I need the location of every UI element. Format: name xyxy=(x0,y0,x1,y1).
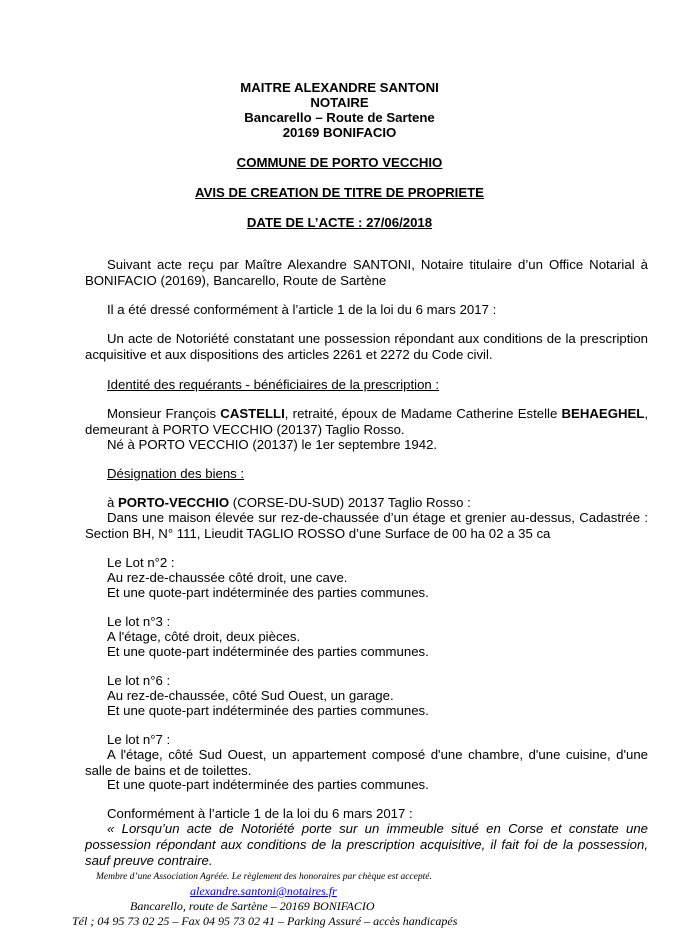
beneficiary-paragraph xyxy=(85,406,648,438)
lot-label: Le lot n°7 : xyxy=(107,732,171,747)
notary-title: NOTAIRE xyxy=(310,95,369,110)
footer-contact: Tél ; 04 95 73 02 25 – Fax 04 95 73 02 41 – Parking Assuré – accès handicapés xyxy=(72,914,458,928)
location-prefix: à xyxy=(107,495,118,510)
notary-city: 20169 BONIFACIO xyxy=(282,125,397,140)
identite-heading: Identité des requérants - bénéficiaires de la prescription : xyxy=(107,377,440,392)
birth-line: Né à PORTO VECCHIO (20137) le 1er septembre 1942. xyxy=(107,437,438,452)
notary-name: MAITRE ALEXANDRE SANTONI xyxy=(240,80,439,95)
conforme-line: Conformément à l’article 1 de la loi du 6 mars 2017 : xyxy=(107,806,413,821)
lot-desc: Au rez-de-chaussée, côté Sud Ouest, un garage. xyxy=(107,688,394,703)
dresse-line: Il a été dressé conformément à l’article 1 de la loi du 6 mars 2017 : xyxy=(107,302,497,317)
date-acte: DATE DE L’ACTE : 27/06/2018 xyxy=(246,215,433,230)
maison-paragraph: Dans une maison élevée sur rez-de-chaussée d’un étage et grenier au-dessus, Cadastrée : Section BH, N° 111, Lieudit TAGLIO ROSSO d’une Surface de 00 ha 02 a 35 ca xyxy=(85,510,648,541)
location-line xyxy=(107,495,471,511)
commune-heading: COMMUNE DE PORTO VECCHIO xyxy=(236,155,443,170)
lot-desc: A l'étage, côté droit, deux pièces. xyxy=(107,629,301,644)
notoriete-paragraph: Un acte de Notoriété constatant une possession répondant aux conditions de la prescription acquisitive et aux dispositions des articles 2261 et 2272 du Code civil. xyxy=(85,331,648,362)
lot-share: Et une quote-part indéterminée des parties communes. xyxy=(107,777,429,792)
quote-paragraph: « Lorsqu’un acte de Notoriété porte sur un immeuble situé en Corse et constate une possession répondant aux conditions de la prescription acquisitive, il fait foi de la possession, sauf preuve contraire. xyxy=(85,821,648,868)
location-town: PORTO-VECCHIO xyxy=(118,495,230,510)
footer-address: Bancarello, route de Sartène – 20169 BONIFACIO xyxy=(130,899,375,913)
lot-share: Et une quote-part indéterminée des parties communes. xyxy=(107,703,429,718)
notary-address: Bancarello – Route de Sartene xyxy=(244,110,435,125)
lot-label: Le lot n°6 : xyxy=(107,673,171,688)
lot-label: Le Lot n°2 : xyxy=(107,555,175,570)
beneficiary-prefix: Monsieur François xyxy=(107,406,221,421)
spouse-surname: BEHAEGHEL xyxy=(561,406,645,421)
lot-desc: Au rez-de-chaussée côté droit, une cave. xyxy=(107,570,348,585)
beneficiary-suffix: , demeurant à PORTO VECCHIO (20137) Taglio Rosso. xyxy=(85,406,648,437)
lot-desc: A l'étage, côté Sud Ouest, un appartement composé d'une chambre, d'une cuisine, d'une salle de bains et de toilettes. xyxy=(85,747,648,778)
location-rest: (CORSE-DU-SUD) 20137 Taglio Rosso : xyxy=(229,495,471,510)
beneficiary-surname: CASTELLI xyxy=(220,406,285,421)
lot-label: Le lot n°3 : xyxy=(107,614,171,629)
avis-heading: AVIS DE CREATION DE TITRE DE PROPRIETE xyxy=(195,185,484,200)
lot-share: Et une quote-part indéterminée des parties communes. xyxy=(107,644,429,659)
lot-share: Et une quote-part indéterminée des parties communes. xyxy=(107,585,429,600)
footer-email-link[interactable]: alexandre.santoni@notaires.fr xyxy=(190,884,337,898)
designation-heading: Désignation des biens : xyxy=(107,466,245,481)
intro-paragraph: Suivant acte reçu par Maître Alexandre SANTONI, Notaire titulaire d’un Office Notarial à BONIFACIO (20169), Bancarello, Route de Sartène xyxy=(85,257,648,288)
beneficiary-middle: , retraité, époux de Madame Catherine Estelle xyxy=(284,406,562,421)
footer-membre: Membre d’une Association Agréée. Le règlement des honoraires par chèque est accepté. xyxy=(96,872,432,882)
